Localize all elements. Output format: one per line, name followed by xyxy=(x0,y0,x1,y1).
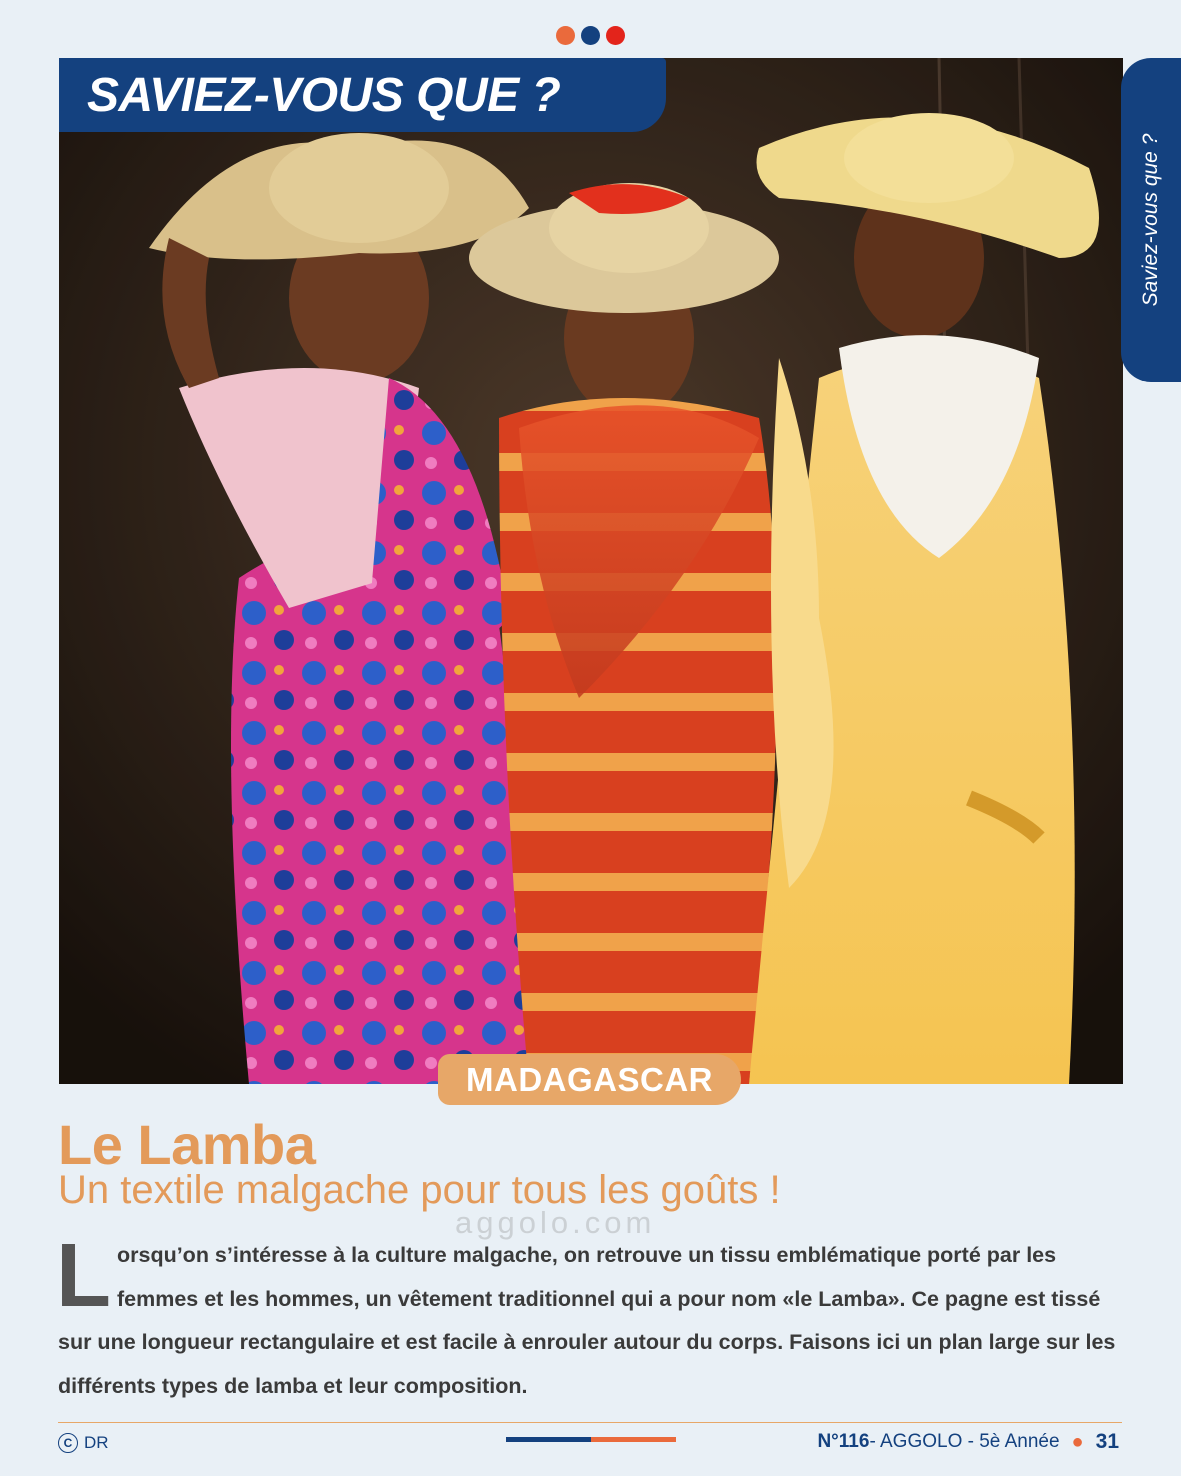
footer-bar-blue xyxy=(506,1437,591,1442)
dropcap: L xyxy=(56,1226,111,1326)
issue-info xyxy=(817,1430,1119,1454)
side-tab-label: Saviez-vous que ? xyxy=(1139,133,1162,307)
watermark: aggolo.com xyxy=(455,1205,656,1240)
section-title: SAVIEZ-VOUS QUE ? xyxy=(87,68,561,122)
article-title: Le Lamba xyxy=(58,1113,316,1176)
article-subtitle: Un textile malgache pour tous les goûts ! xyxy=(58,1168,781,1212)
country-tag-label: MADAGASCAR xyxy=(466,1060,713,1098)
issue-rest: - AGGOLO - 5è Année xyxy=(869,1431,1060,1452)
header-dots xyxy=(556,26,625,45)
credit-text: DR xyxy=(84,1433,109,1452)
article-lead xyxy=(56,1226,1124,1408)
page-number: 31 xyxy=(1095,1430,1119,1453)
dot-red xyxy=(606,26,625,45)
footer-divider xyxy=(58,1422,1122,1423)
article-photo xyxy=(59,58,1123,1084)
footer-bar-orange xyxy=(591,1437,676,1442)
photo-credit xyxy=(58,1433,109,1453)
dot-orange xyxy=(556,26,575,45)
issue-number: N°116 xyxy=(817,1431,870,1452)
lead-text: orsqu’on s’intéresse à la culture malgache, on retrouve un tissu emblématique porté par les femmes et les hommes, un vêtement traditionnel qui a pour nom «le Lamba». Ce pagne est tissé sur une longueur rectangulaire et est facile à enrouler autour du corps. Faisons ici un plan large sur les différents types de lamba et leur composition. xyxy=(58,1243,1116,1398)
footer-color-bar xyxy=(506,1437,676,1442)
bullet-icon: ● xyxy=(1071,1430,1084,1453)
section-banner xyxy=(59,58,666,132)
dot-blue xyxy=(581,26,600,45)
country-tag xyxy=(438,1054,741,1105)
side-tab xyxy=(1121,58,1181,382)
copyright-icon: C xyxy=(58,1433,78,1453)
